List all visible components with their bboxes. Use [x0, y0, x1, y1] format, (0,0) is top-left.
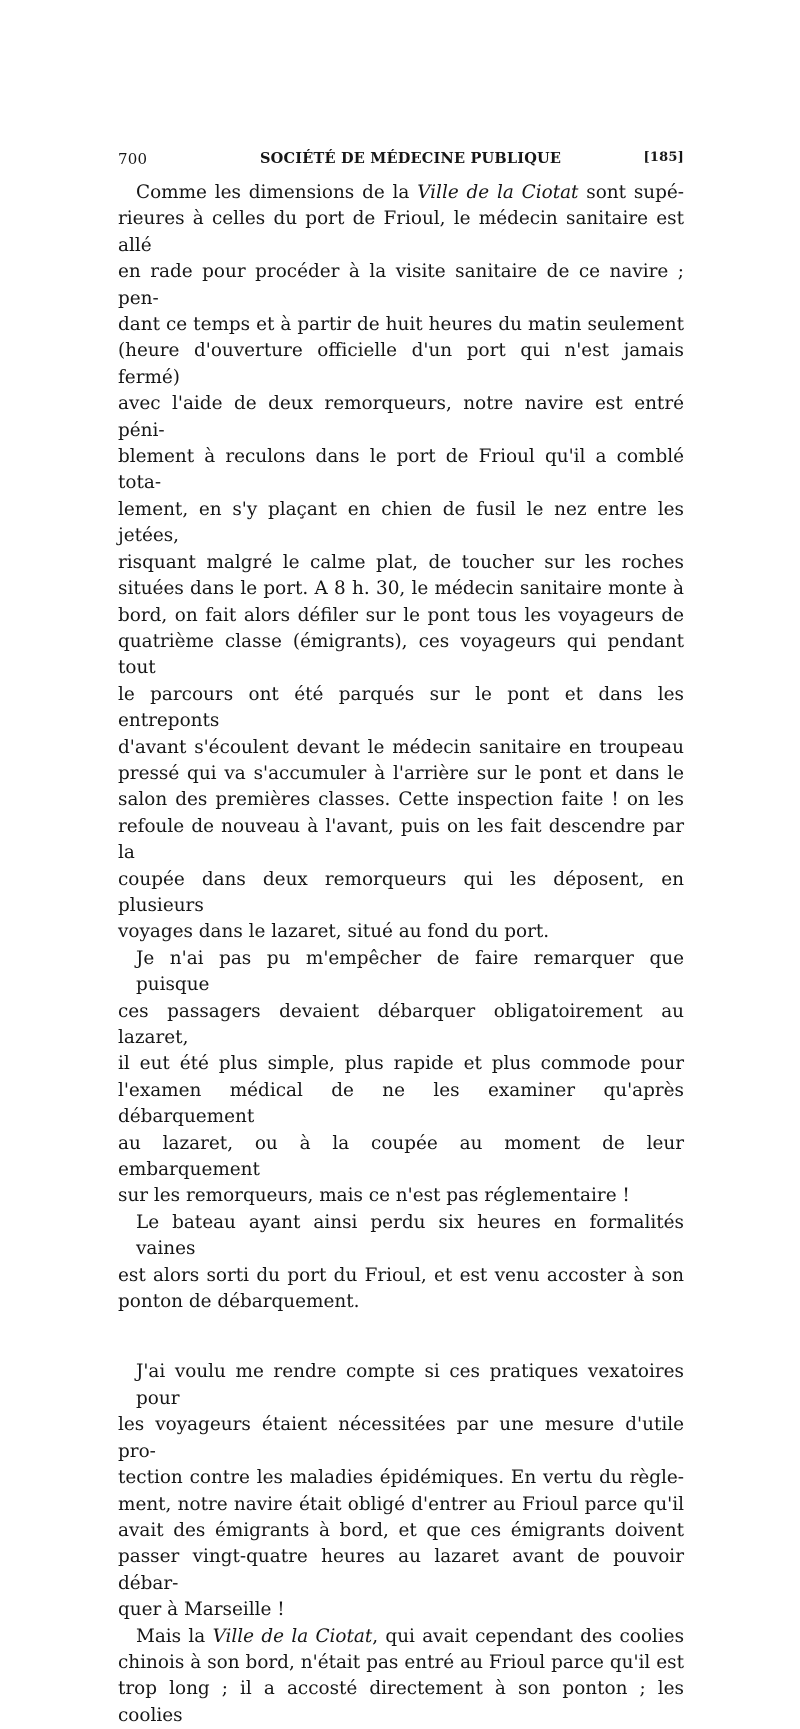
section-reference: [185]	[643, 150, 684, 165]
text-line: les voyageurs étaient nécessitées par une mesure d'utile pro-	[118, 1414, 684, 1462]
text-line: refoule de nouveau à l'avant, puis on les fait descendre par la	[118, 815, 684, 864]
paragraph	[118, 946, 684, 1210]
text-line: le parcours ont été parqués sur le pont et dans les entreponts	[118, 683, 684, 732]
text-line: dant ce temps et à partir de huit heures du matin seulement	[118, 314, 684, 336]
text-line: rieures à celles du port de Frioul, le médecin sanitaire est allé	[118, 208, 684, 256]
body-text	[118, 180, 684, 1729]
paragraph	[118, 1210, 684, 1316]
text-line: Mais la Ville de la Ciotat, qui avait cependant des coolies	[136, 1625, 685, 1647]
paragraph	[118, 180, 684, 946]
text-line: bord, on fait alors défiler sur le pont tous les voyageurs de	[118, 604, 684, 626]
text-line: quer à Marseille !	[118, 1599, 285, 1621]
text-line: sur les remorqueurs, mais ce n'est pas réglementaire !	[118, 1185, 630, 1207]
text-line: avec l'aide de deux remorqueurs, notre navire est entré péni-	[118, 393, 684, 441]
paragraph	[118, 1624, 684, 1729]
text-line: ponton de débarquement.	[118, 1291, 360, 1313]
text-line: il eut été plus simple, plus rapide et plus commode pour	[118, 1053, 684, 1075]
text-line: trop long ; il a accosté directement à son ponton ; les coolies	[118, 1678, 684, 1726]
section-gap	[118, 1315, 684, 1359]
text-line: risquant malgré le calme plat, de toucher sur les roches	[118, 551, 684, 573]
running-title: SOCIÉTÉ DE MÉDECINE PUBLIQUE	[260, 150, 562, 167]
text-line: ment, notre navire était obligé d'entrer au Frioul parce qu'il	[118, 1493, 684, 1515]
text-line: J'ai voulu me rendre compte si ces pratiques vexatoires pour	[136, 1361, 684, 1409]
text-line: blement à reculons dans le port de Frioul qu'il a comblé tota-	[118, 446, 684, 494]
text-line: tection contre les maladies épidémiques. En vertu du règle-	[118, 1467, 684, 1489]
ship-name-italic: Ville de la Ciotat	[417, 182, 579, 203]
text-line: coupée dans deux remorqueurs qui les déposent, en plusieurs	[118, 868, 684, 916]
text-line: Comme les dimensions de la Ville de la Ciotat sont supé-	[136, 182, 684, 203]
text-line: ces passagers devaient débarquer obligatoirement au lazaret,	[118, 1000, 684, 1048]
text-line: (heure d'ouverture officielle d'un port qui n'est jamais fermé)	[118, 340, 684, 388]
ship-name-italic: Ville de la Ciotat	[212, 1625, 373, 1647]
text-line: Je n'ai pas pu m'empêcher de faire remarquer que puisque	[136, 947, 684, 996]
text-line: en rade pour procéder à la visite sanitaire de ce navire ; pen-	[118, 261, 684, 309]
text-line: lement, en s'y plaçant en chien de fusil le nez entre les jetées,	[118, 498, 684, 547]
text-line: pressé qui va s'accumuler à l'arrière sur le pont et dans le	[118, 762, 684, 784]
text-line: l'examen médical de ne les examiner qu'après débarquement	[118, 1079, 684, 1128]
text-line: passer vingt-quatre heures au lazaret avant de pouvoir débar-	[118, 1546, 684, 1594]
paragraph	[118, 1359, 684, 1623]
text-line: avait des émigrants à bord, et que ces émigrants doivent	[118, 1519, 684, 1541]
text-line: au lazaret, ou à la coupée au moment de leur embarquement	[118, 1132, 684, 1181]
text-line: Le bateau ayant ainsi perdu six heures en formalités vaines	[136, 1211, 684, 1260]
page-header	[118, 150, 684, 170]
text-line: voyages dans le lazaret, situé au fond du port.	[118, 921, 550, 943]
page-number: 700	[118, 150, 148, 168]
text-line: d'avant s'écoulent devant le médecin sanitaire en troupeau	[118, 736, 684, 758]
text-line: chinois à son bord, n'était pas entré au Frioul parce qu'il est	[118, 1651, 684, 1673]
text-line: situées dans le port. A 8 h. 30, le médecin sanitaire monte à	[118, 578, 684, 600]
text-line: salon des premières classes. Cette inspection faite ! on les	[118, 789, 684, 811]
text-line: quatrième classe (émigrants), ces voyageurs qui pendant tout	[118, 630, 684, 679]
text-line: est alors sorti du port du Frioul, et est venu accoster à son	[118, 1264, 684, 1286]
